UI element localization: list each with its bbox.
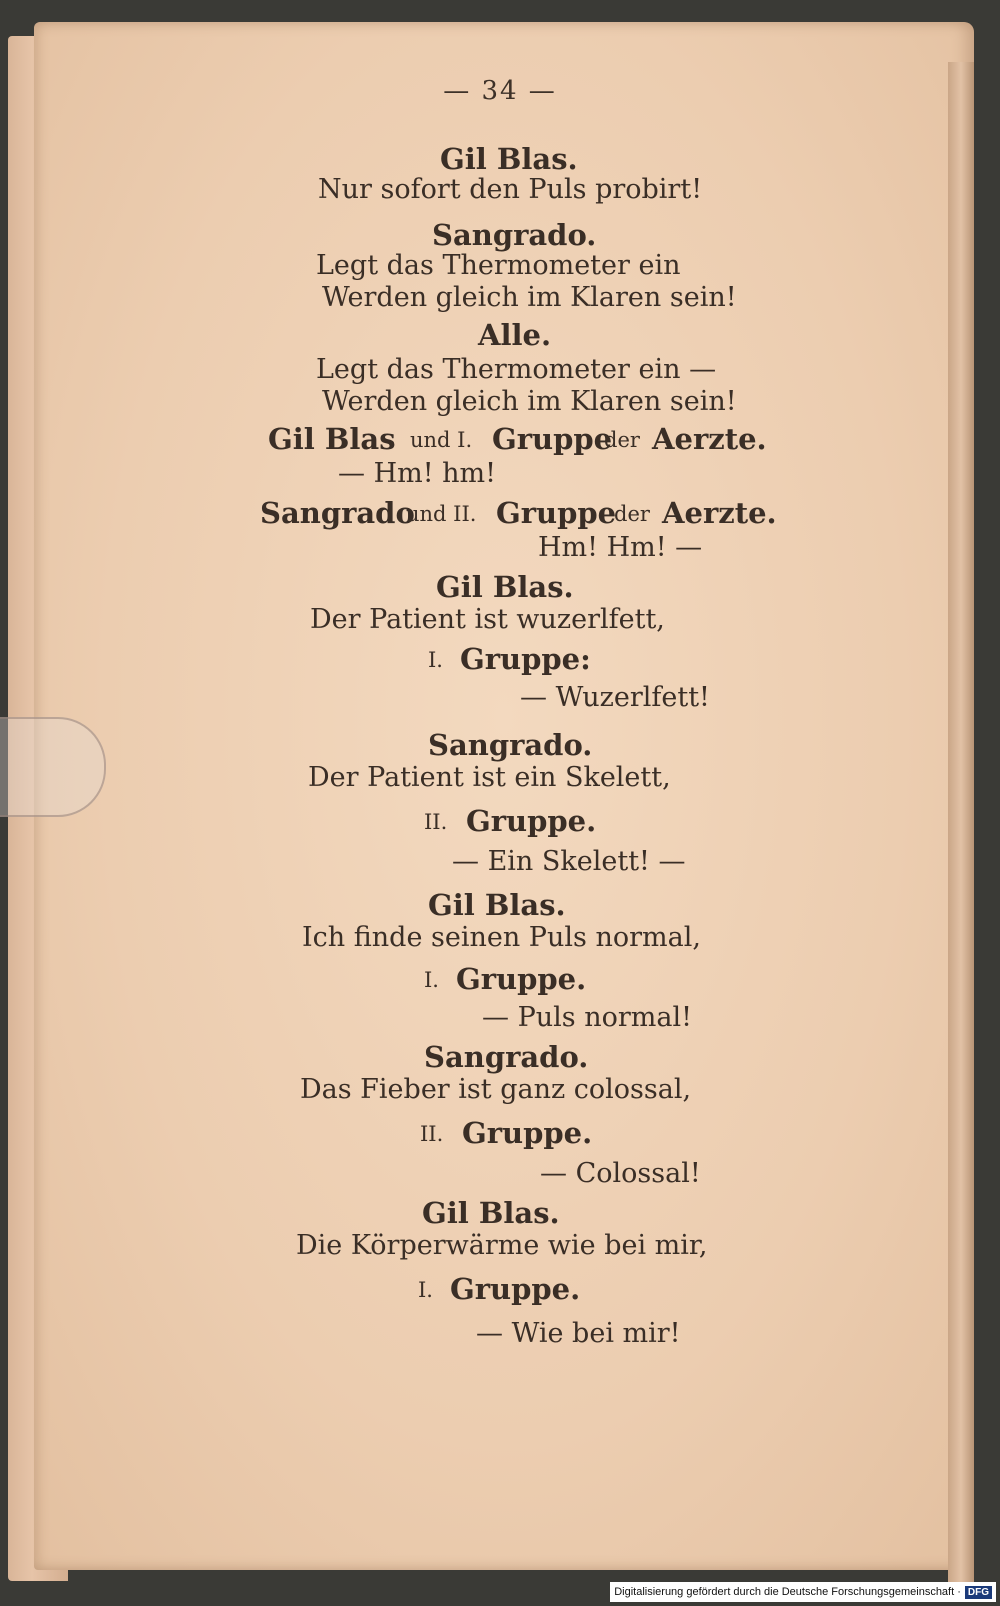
- page-right-edge: [948, 62, 974, 1602]
- verse-line: Werden gleich im Klaren sein!: [322, 282, 737, 313]
- speaker-name: Aerzte.: [652, 422, 767, 456]
- speaker-name: Alle.: [478, 318, 552, 352]
- verse-line: Legt das Thermometer ein: [316, 250, 681, 281]
- verse-line: Ich finde seinen Puls normal,: [302, 922, 701, 953]
- verse-line: Nur sofort den Puls probirt!: [318, 174, 703, 205]
- speaker-name: Gruppe:: [460, 642, 591, 676]
- verse-line: Werden gleich im Klaren sein!: [322, 386, 737, 417]
- page-number: — 34 —: [443, 76, 557, 106]
- speaker-name: Aerzte.: [662, 496, 777, 530]
- verse-line: Das Fieber ist ganz colossal,: [300, 1074, 692, 1105]
- verse-line: — Wie bei mir!: [476, 1318, 681, 1349]
- footer-text: Digitalisierung gefördert durch die Deutsche Forschungsgemeinschaft ·: [614, 1586, 961, 1598]
- verse-line: Der Patient ist wuzerlfett,: [310, 604, 665, 635]
- stage-connector: I.: [424, 968, 439, 992]
- stage-connector: II.: [424, 810, 448, 834]
- dfg-logo-icon: DFG: [965, 1586, 992, 1599]
- speaker-name: Gruppe.: [456, 962, 587, 996]
- speaker-name: Sangrado.: [432, 218, 597, 252]
- stage-connector: I.: [428, 648, 443, 672]
- verse-line: — Puls normal!: [482, 1002, 692, 1033]
- verse-line: Die Körperwärme wie bei mir,: [296, 1230, 708, 1261]
- footer-credit: [610, 1582, 996, 1602]
- verse-line: Hm! Hm! —: [538, 532, 703, 563]
- verse-line: — Hm! hm!: [338, 458, 497, 489]
- speaker-name: Gil Blas: [268, 422, 396, 456]
- stage-connector: I.: [418, 1278, 433, 1302]
- verse-line: — Ein Skelett! —: [452, 846, 686, 877]
- speaker-name: Gil Blas.: [422, 1196, 560, 1230]
- stage-connector: II.: [420, 1122, 444, 1146]
- speaker-name: Gruppe.: [466, 804, 597, 838]
- verse-line: Der Patient ist ein Skelett,: [308, 762, 671, 793]
- speaker-name: Gil Blas.: [440, 142, 578, 176]
- speaker-name: Sangrado.: [428, 728, 593, 762]
- speaker-name: Sangrado: [260, 496, 415, 530]
- speaker-name: Gil Blas.: [436, 570, 574, 604]
- speaker-name: Gruppe.: [462, 1116, 593, 1150]
- page-clip: [0, 717, 106, 817]
- speaker-name: Sangrado.: [424, 1040, 589, 1074]
- verse-line: Legt das Thermometer ein —: [316, 354, 717, 385]
- speaker-name: Gruppe: [492, 422, 613, 456]
- stage-connector: der: [604, 428, 640, 452]
- stage-connector: und I.: [410, 428, 473, 452]
- stage-connector: der: [614, 502, 650, 526]
- speaker-name: Gruppe.: [450, 1272, 581, 1306]
- verse-line: — Wuzerlfett!: [520, 682, 710, 713]
- speaker-name: Gruppe: [496, 496, 617, 530]
- stage-connector: und II.: [406, 502, 477, 526]
- speaker-name: Gil Blas.: [428, 888, 566, 922]
- verse-line: — Colossal!: [540, 1158, 701, 1189]
